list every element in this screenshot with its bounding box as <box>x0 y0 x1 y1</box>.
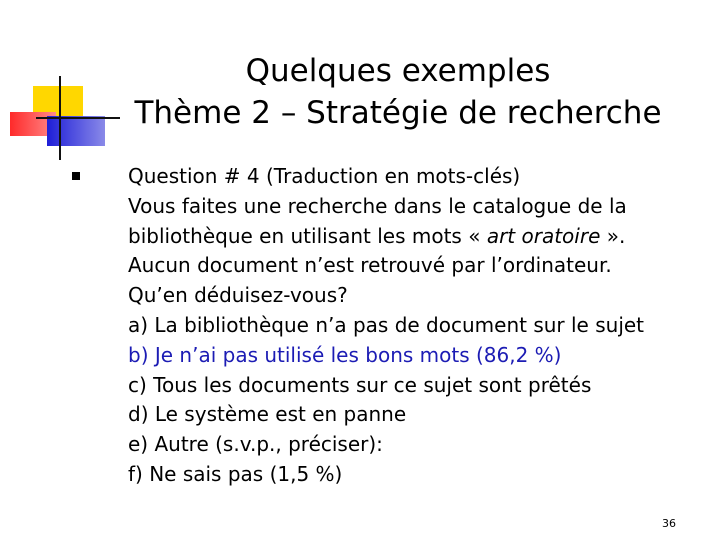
answer-option-f: f) Ne sais pas (1,5 %) <box>128 461 343 486</box>
decor-blue-bar <box>47 116 105 146</box>
question-text-fragment: bibliothèque en utilisant les mots « <box>128 223 487 248</box>
slide-title-line2: Thème 2 – Stratégie de recherche <box>134 95 662 131</box>
answer-option-a: a) La bibliothèque n’a pas de document sur le sujet <box>128 312 645 337</box>
question-text-line <box>128 222 698 252</box>
slide-title <box>118 50 678 134</box>
slide-title-line1: Quelques exemples <box>245 53 551 89</box>
answer-option-d: d) Le système est en panne <box>128 402 407 427</box>
question-text-line: Vous faites une recherche dans le catalogue de la <box>128 193 627 218</box>
keyword-italic: art oratoire <box>486 223 601 248</box>
square-bullet-icon <box>72 172 80 180</box>
answer-option-b-highlighted: b) Je n’ai pas utilisé les bons mots (86,2 %) <box>128 342 562 367</box>
question-body <box>128 162 698 490</box>
answer-option-c: c) Tous les documents sur ce sujet sont prêtés <box>128 372 592 397</box>
decor-horizontal-line <box>36 117 120 119</box>
question-text-fragment: ». <box>600 223 626 248</box>
question-text-line: Aucun document n’est retrouvé par l’ordinateur. <box>128 253 612 278</box>
question-heading: Question # 4 (Traduction en mots-clés) <box>128 164 521 188</box>
answer-option-e: e) Autre (s.v.p., préciser): <box>128 432 383 457</box>
page-number: 36 <box>662 517 676 530</box>
question-prompt: Qu’en déduisez-vous? <box>128 283 348 308</box>
